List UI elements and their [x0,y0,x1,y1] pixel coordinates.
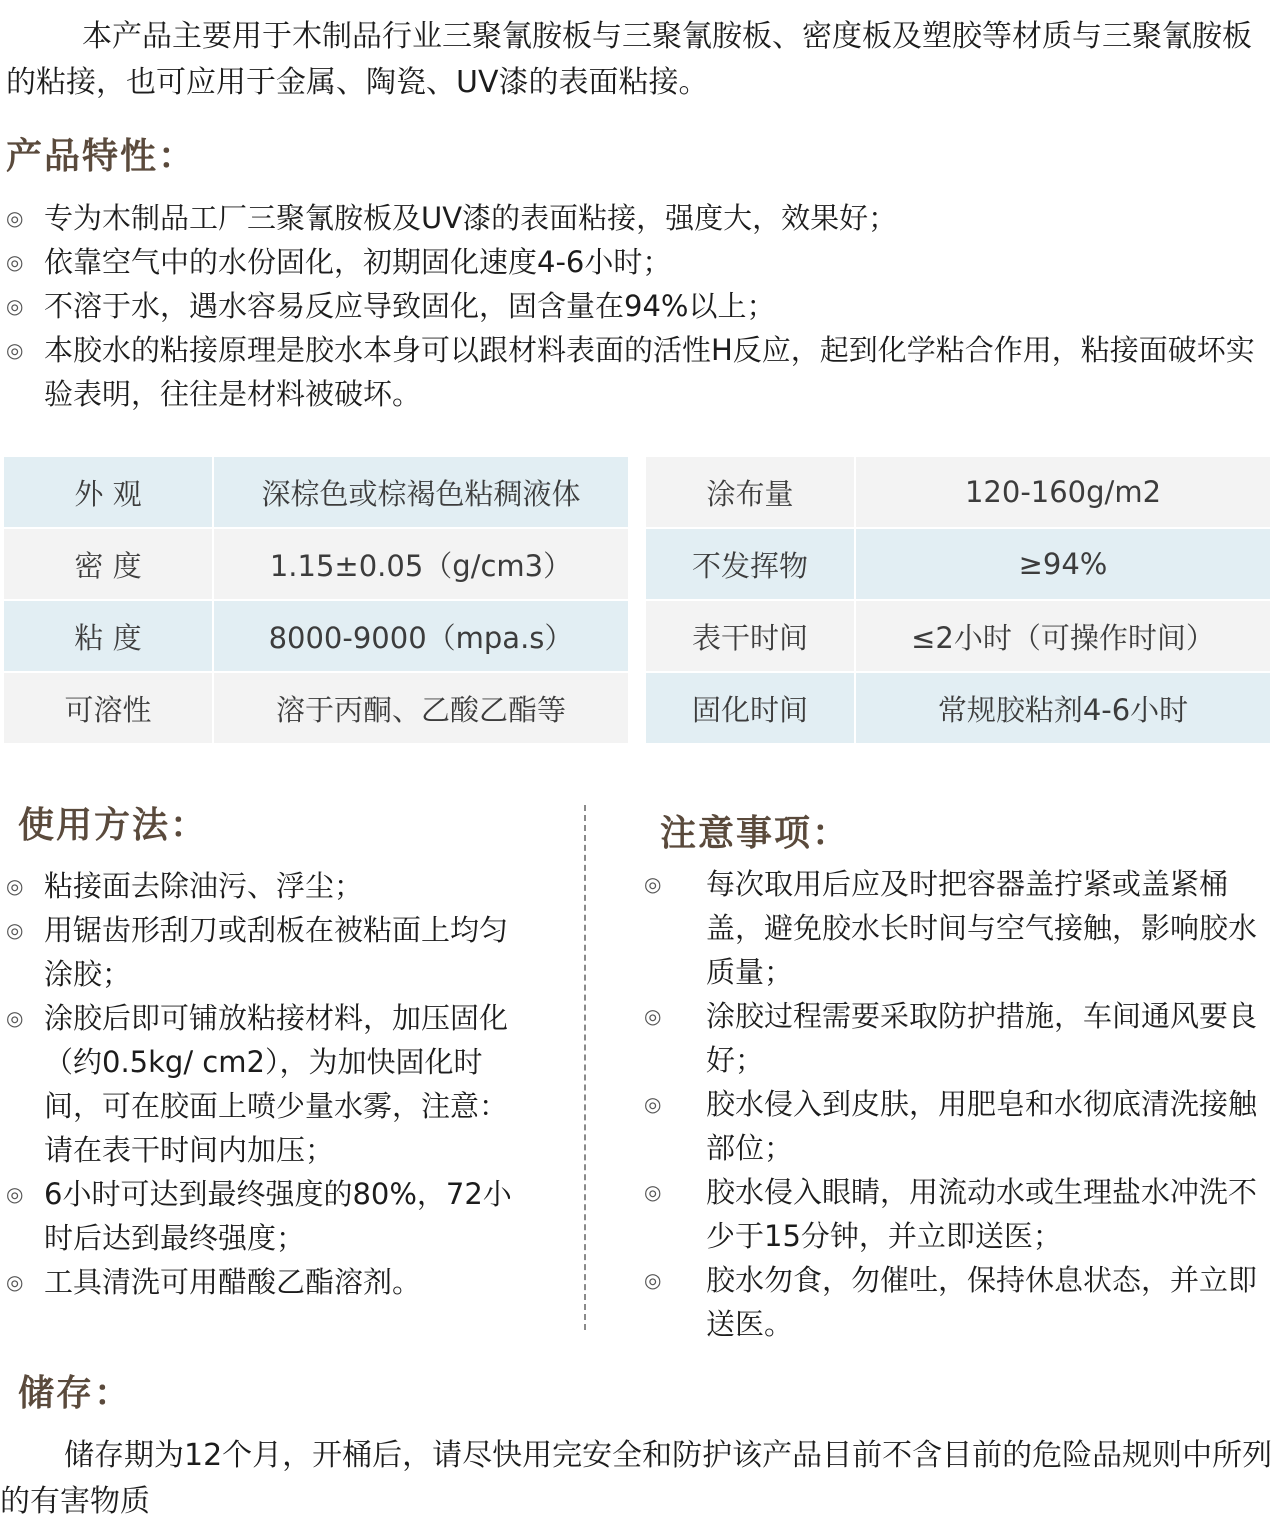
bullet-icon: ◎ [6,294,24,318]
table-row [645,672,1271,744]
spec-value: 常规胶粘剂4-6小时 [855,672,1271,744]
cautions-heading: 注意事项： [660,813,851,854]
list-item: ◎ 工具清洗可用醋酸乙酯溶剂。 [6,1260,531,1304]
bullet-icon: ◎ [6,1270,24,1294]
list-item: ◎ 胶水勿食，勿催吐，保持休息状态，并立即送医。 [644,1258,1278,1346]
features-list [6,196,1276,416]
list-item: ◎ 胶水侵入到皮肤，用肥皂和水彻底清洗接触部位； [644,1082,1278,1170]
spec-label: 粘 度 [3,600,213,672]
spec-label: 涂布量 [645,456,855,528]
table-row [3,672,629,744]
bullet-icon: ◎ [6,1006,24,1030]
spec-label: 不发挥物 [645,528,855,600]
usage-list [6,864,531,1304]
intro-paragraph: 本产品主要用于木制品行业三聚氰胺板与三聚氰胺板、密度板及塑胶等材质与三聚氰胺板的粘接，也可应用于金属、陶瓷、UV漆的表面粘接。 [6,19,1252,100]
bullet-icon: ◎ [644,872,662,896]
column-divider [584,805,586,1330]
bullet-icon: ◎ [644,1180,662,1204]
table-row [3,600,629,672]
list-item: ◎ 专为木制品工厂三聚氰胺板及UV漆的表面粘接，强度大，效果好； [6,196,1276,240]
bullet-icon: ◎ [6,918,24,942]
list-item: ◎ 粘接面去除油污、浮尘； [6,864,531,908]
storage-paragraph: 储存期为12个月，开桶后，请尽快用完安全和防护该产品目前不含目前的危险品规则中所列的有害物质 [0,1438,1273,1519]
bullet-icon: ◎ [644,1092,662,1116]
list-item: ◎ 每次取用后应及时把容器盖拧紧或盖紧桶盖，避免胶水长时间与空气接触，影响胶水质量； [644,862,1278,994]
spec-label: 表干时间 [645,600,855,672]
spec-table-right [644,455,1272,745]
spec-value: 120-160g/m2 [855,456,1271,528]
spec-label: 固化时间 [645,672,855,744]
list-item: ◎ 用锯齿形刮刀或刮板在被粘面上均匀涂胶； [6,908,531,996]
list-item: ◎ 依靠空气中的水份固化，初期固化速度4-6小时； [6,240,1276,284]
table-row [645,600,1271,672]
list-item: ◎ 不溶于水，遇水容易反应导致固化，固含量在94%以上； [6,284,1276,328]
list-item: ◎ 本胶水的粘接原理是胶水本身可以跟材料表面的活性H反应，起到化学粘合作用，粘接面破坏实验表明，往往是材料被破坏。 [6,328,1276,416]
table-row [645,456,1271,528]
list-item: ◎ 胶水侵入眼睛，用流动水或生理盐水冲洗不少于15分钟，并立即送医； [644,1170,1278,1258]
spec-value: 深棕色或棕褐色粘稠液体 [213,456,629,528]
spec-value: 8000-9000（mpa.s） [213,600,629,672]
spec-table-left [2,455,630,745]
cautions-list [644,862,1278,1346]
list-item: ◎ 6小时可达到最终强度的80%，72小时后达到最终强度； [6,1172,531,1260]
usage-heading: 使用方法： [18,805,209,846]
bullet-icon: ◎ [6,1182,24,1206]
table-row [3,528,629,600]
bullet-icon: ◎ [6,206,24,230]
spec-value: 溶于丙酮、乙酸乙酯等 [213,672,629,744]
bullet-icon: ◎ [6,874,24,898]
table-row [645,528,1271,600]
bullet-icon: ◎ [6,250,24,274]
spec-value: ≥94% [855,528,1271,600]
bullet-icon: ◎ [644,1004,662,1028]
list-item: ◎ 涂胶后即可铺放粘接材料，加压固化（约0.5kg/ cm2），为加快固化时间，可在胶面上喷少量水雾，注意：请在表干时间内加压； [6,996,531,1172]
bullet-icon: ◎ [644,1268,662,1292]
spec-label: 外 观 [3,456,213,528]
spec-label: 密 度 [3,528,213,600]
spec-value: ≤2小时（可操作时间） [855,600,1271,672]
list-item: ◎ 涂胶过程需要采取防护措施，车间通风要良好； [644,994,1278,1082]
table-row [3,456,629,528]
bullet-icon: ◎ [6,338,24,362]
storage-heading: 储存： [18,1373,133,1414]
spec-label: 可溶性 [3,672,213,744]
features-heading: 产品特性： [6,136,197,177]
spec-value: 1.15±0.05（g/cm3） [213,528,629,600]
